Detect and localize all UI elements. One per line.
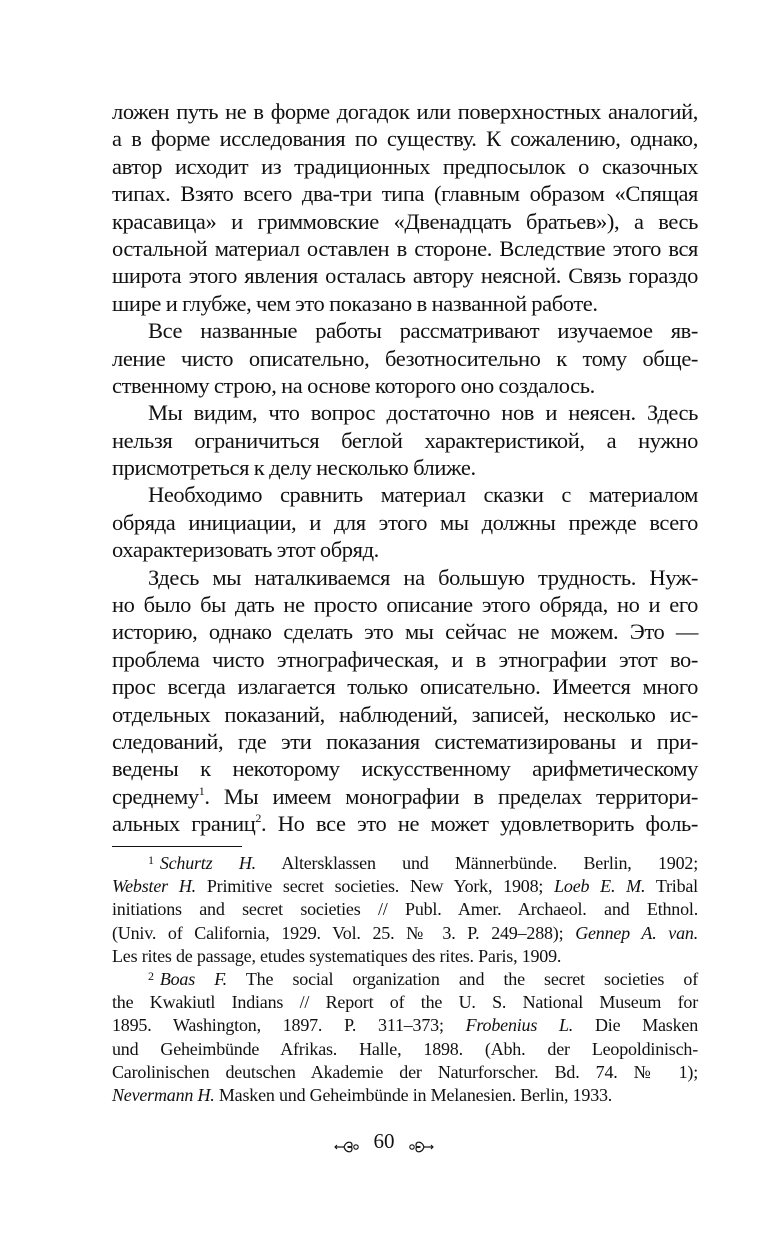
text-line: Необходимо сравнить материал сказки с материалом	[148, 482, 698, 508]
footnote-separator	[112, 846, 242, 847]
text-line: историю, однако сделать это мы сейчас не можем. Это —	[112, 619, 698, 645]
text-line: широта этого явления осталась автору неясной. Связь гораздо	[112, 263, 698, 289]
citation-text: Masken und Geheimbünde in Melanesien. Berlin, 1933.	[214, 1084, 613, 1105]
text-fragment: среднему	[112, 783, 199, 809]
main-text	[112, 98, 698, 838]
footnote-1	[112, 852, 698, 968]
text-line: шире и глубже, чем это показано в названной работе.	[112, 290, 598, 316]
footnote-number: 2	[148, 968, 154, 983]
text-line: ложен путь не в форме догадок или поверхностных аналогий,	[112, 99, 698, 124]
text-line: проблема чисто этнографическая, и в этнографии этот во-	[112, 646, 698, 672]
paragraph-1	[112, 98, 698, 317]
author-name: Loeb E. M.	[554, 876, 646, 897]
author-name: Nevermann H.	[112, 1084, 215, 1105]
footnote-line	[112, 922, 698, 945]
text-line: присмотреться к делу несколько ближе.	[112, 455, 476, 481]
text-line: прос всегда излагается только описательно. Имеется много	[112, 674, 698, 700]
text-line: отдельных показаний, наблюдений, записей, несколько ис-	[112, 701, 698, 727]
citation-text: The social organization and the secret societies of	[227, 968, 699, 989]
text-line	[112, 783, 698, 810]
footnote-line: Les rites de passage, etudes systematiques des rites. Paris, 1909.	[112, 945, 562, 966]
author-name: Frobenius L.	[465, 1015, 574, 1036]
floral-ornament-icon	[408, 1134, 434, 1152]
citation-text: Die Masken	[573, 1015, 699, 1036]
citation-text: (Univ. of California, 1929. Vol. 25. № 3. P. 249–288);	[112, 922, 576, 943]
footnote-line: und Geheimbünde Afrikas. Halle, 1898. (Abh. der Leopoldinisch-	[112, 1038, 698, 1059]
author-name: Boas F.	[159, 968, 227, 989]
text-fragment: . Но все это не может удовлетворить фоль-	[261, 811, 698, 837]
footnote-2	[112, 968, 698, 1107]
text-line: остальной материал оставлен в стороне. Вследствие этого вся	[112, 235, 698, 261]
citation-text: Altersklassen und Männerbünde. Berlin, 1902;	[255, 853, 698, 873]
footnote-number: 1	[148, 853, 154, 867]
footnote-line	[112, 968, 698, 991]
floral-ornament-icon	[334, 1134, 360, 1152]
citation-text: 1895. Washington, 1897. P. 311–373;	[112, 1015, 466, 1036]
paragraph-4	[112, 481, 698, 563]
author-name: Gennep A. van.	[575, 922, 698, 943]
footnote-line: Carolinischen deutschen Akademie der Naturforscher. Bd. 74. № 1);	[112, 1061, 698, 1082]
footnote-line: initiations and secret societies // Publ. Amer. Archaeol. and Ethnol.	[112, 899, 698, 920]
text-line: Все названные работы рассматривают изучаемое яв-	[148, 318, 698, 344]
text-line: ственному строю, на основе которого оно создалось.	[112, 372, 595, 398]
text-line: нельзя ограничиться беглой характеристикой, а нужно	[112, 427, 698, 453]
citation-text: Tribal	[645, 876, 698, 897]
text-line: а в форме исследования по существу. К сожалению, однако,	[112, 126, 698, 152]
citation-text: Primitive secret societies. New York, 1908;	[195, 876, 555, 897]
page-footer	[0, 1126, 768, 1156]
text-line: автор исходит из традиционных предпосылок о сказочных	[112, 153, 698, 179]
paragraph-3	[112, 399, 698, 481]
footnote-ref-2[interactable]: 2	[255, 811, 262, 826]
page-number: 60	[373, 1129, 395, 1153]
footnote-ref-1[interactable]: 1	[198, 783, 205, 798]
text-fragment: . Мы имеем монографии в пределах территори-	[204, 783, 698, 809]
text-line: Мы видим, что вопрос достаточно нов и неясен. Здесь	[148, 400, 698, 426]
text-line: ведены к некоторому искусственному арифметическому	[112, 756, 698, 782]
text-line: но было бы дать не просто описание этого обряда, но и его	[112, 592, 698, 618]
footnotes	[112, 852, 698, 1107]
text-line: ление чисто описательно, безотносительно к тому обще-	[112, 345, 698, 371]
footnote-line	[112, 852, 698, 875]
author-name: Webster H.	[112, 876, 196, 897]
paragraph-2	[112, 317, 698, 399]
footnote-line: the Kwakiutl Indians // Report of the U. S. National Museum for	[112, 992, 698, 1013]
text-line: охарактеризовать этот обряд.	[112, 537, 379, 563]
text-fragment: альных границ	[112, 811, 256, 837]
author-name: Schurtz H.	[159, 853, 256, 873]
text-line	[112, 810, 698, 837]
paragraph-5	[112, 564, 698, 838]
text-line: обряда инициации, и для этого мы должны прежде всего	[112, 509, 698, 535]
text-line: Здесь мы наталкиваемся на большую трудность. Нуж-	[148, 564, 698, 590]
text-line: красавица» и гриммовские «Двенадцать братьев»), а весь	[112, 208, 698, 234]
text-line: следований, где эти показания систематизированы и при-	[112, 728, 698, 754]
text-line: типах. Взято всего два-три типа (главным образом «Спящая	[112, 181, 698, 207]
footnote-line	[112, 1014, 698, 1037]
footnote-line	[112, 1084, 698, 1107]
footnote-line	[112, 875, 698, 898]
